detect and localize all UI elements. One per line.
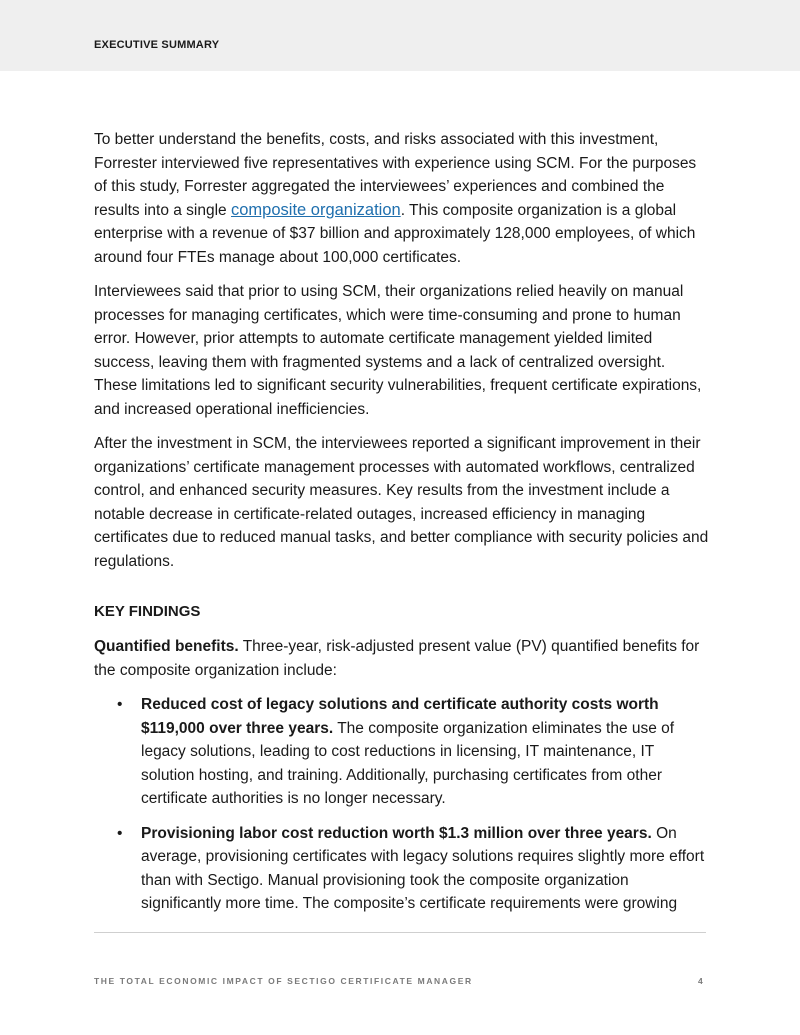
bullet-icon: • xyxy=(117,696,123,713)
page-header xyxy=(0,0,800,71)
list-item-bold: Provisioning labor cost reduction worth $1.3 million over three years. xyxy=(141,824,652,842)
benefits-list xyxy=(94,693,710,916)
paragraph-intro xyxy=(94,128,710,269)
paragraph-intro-text-2: . This composite organization is a global enterprise with a revenue of $37 billion and approximately 128,000 employees, of which around four FTEs manage about 100,000 certificates. xyxy=(94,201,696,266)
quantified-benefits-text: Three-year, risk-adjusted present value (PV) quantified benefits for the composite organization include: xyxy=(94,638,700,679)
list-item-text: On average, provisioning certificates with legacy solutions requires slightly more effort than with Sectigo. Manual provisioning took the composite organization significantly more time. The composite’s certificate requirements were growing xyxy=(141,824,705,912)
bullet-icon: • xyxy=(117,824,123,842)
key-findings-heading: KEY FINDINGS xyxy=(94,603,201,620)
footer-divider xyxy=(94,932,706,933)
paragraph-prior-state: Interviewees said that prior to using SCM, their organizations relied heavily on manual processes for managing certificates, which were time-consuming and prone to human error. However, prior attempts to automate certificate management yielded limited success, leaving them with fragmented systems and a lack of centralized oversight. These limitations led to significant security vulnerabilities, frequent certificate expirations, and increased operational inefficiencies. xyxy=(94,283,702,418)
page-number: 4 xyxy=(698,976,703,986)
list-item xyxy=(94,693,710,811)
list-item-text: The composite organization eliminates the use of legacy solutions, leading to cost reductions in licensing, IT maintenance, IT solution hosting, and training. Additionally, purchasing certificates from other certificate authorities is no longer necessary. xyxy=(141,719,675,807)
paragraph-after-investment: After the investment in SCM, the interviewees reported a significant improvement in their organizations’ certificate management processes with automated workflows, centralized control, and enhanced security measures. Key results from the investment include a notable decrease in certificate-related outages, increased efficiency in managing certificates due to reduced manual tasks, and better compliance with security policies and regulations. xyxy=(94,435,709,570)
list-item xyxy=(94,822,710,916)
quantified-benefits-intro xyxy=(94,635,710,682)
quantified-benefits-label: Quantified benefits. xyxy=(94,638,239,655)
composite-organization-link[interactable]: composite organization xyxy=(231,200,401,219)
paragraph-intro-text-1: To better understand the benefits, costs, and risks associated with this investment, Forrester interviewed five representatives with experience using SCM. For the purposes of this study, Forrester aggregated the interviewees’ experiences and combined the results into a single xyxy=(94,131,697,219)
main-content xyxy=(94,128,710,927)
list-item-bold: Reduced cost of legacy solutions and certificate authority costs worth $119,000 over three years. xyxy=(141,696,659,737)
footer-report-title: THE TOTAL ECONOMIC IMPACT OF SECTIGO CERTIFICATE MANAGER xyxy=(94,976,473,986)
section-title: EXECUTIVE SUMMARY xyxy=(94,39,220,51)
